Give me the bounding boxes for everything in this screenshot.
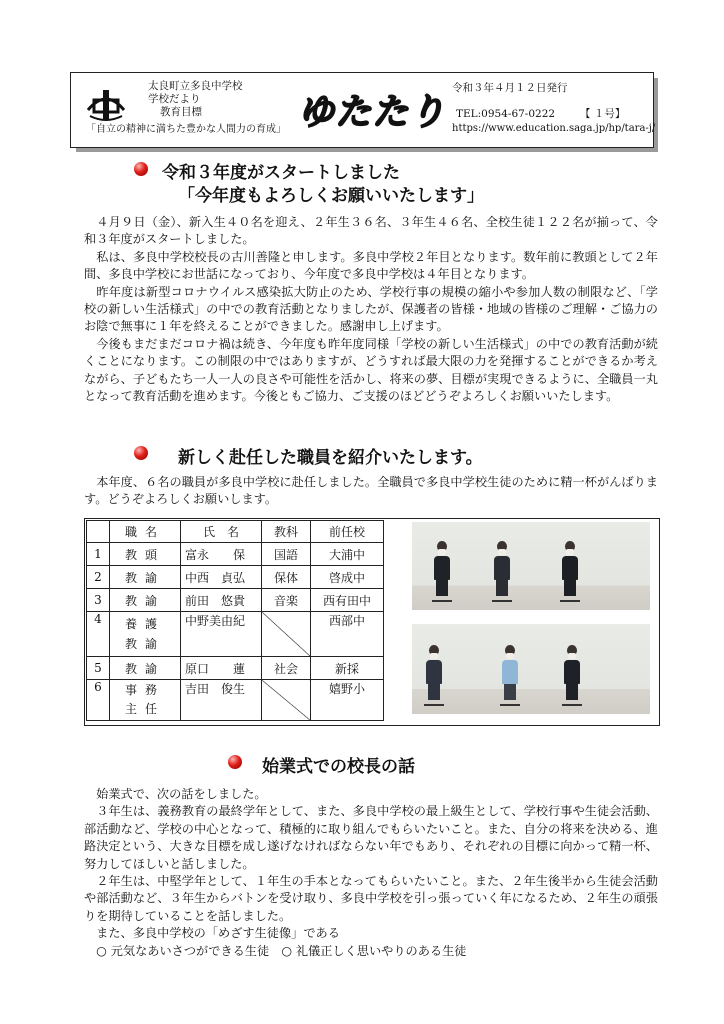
paragraph: 今後もまだまだコロナ禍は続き、今年度も昨年度同様「学校の新しい生活様式」の中での教育活動が続くことになります。この制限の中ではありますが、どうすれば最大限の力を発揮することができるか考えながら、子どもたち一人一人の良さや可能性を活かし、将来の夢、目標が実現できるように、全職員一丸となって教育活動を進めます。今後ともご協力、ご支援のほどどうぞよろしくお願いいたします。 — [84, 336, 658, 404]
school-emblem-icon — [84, 84, 128, 124]
row-number: 1 — [87, 543, 110, 566]
row-number: 3 — [87, 589, 110, 612]
person-figure — [562, 541, 578, 596]
staff-subject: 国語 — [262, 543, 311, 566]
section3-body — [84, 786, 658, 960]
staff-subject: 保体 — [262, 566, 311, 589]
table-header-row — [87, 521, 384, 543]
row-number: 4 — [87, 612, 110, 657]
section2-body — [84, 474, 658, 509]
paragraph: 私は、多良中学校校長の古川善隆と申します。多良中学校２年目となります。数年前に教頭として２年間、多良中学校にお世話になっており、今年度で多良中学校は４年目となります。 — [84, 249, 658, 282]
row-number: 5 — [87, 657, 110, 680]
red-ball-bullet-icon — [134, 446, 148, 460]
previous-school: 嬉野小 — [311, 680, 384, 721]
issue-number: 【 １号】 — [580, 108, 626, 120]
section1-title-line2: 「今年度もよろしくお願いいたします」 — [178, 186, 484, 206]
table-row — [87, 612, 384, 657]
staff-role: 教諭 — [110, 566, 181, 589]
education-motto: 「自立の精神に満ちた豊かな人間力の育成」 — [86, 124, 286, 135]
previous-school: 啓成中 — [311, 566, 384, 589]
paragraph: また、多良中学校の「めざす生徒像」である — [84, 926, 340, 941]
staff-name: 前田 悠貴 — [181, 589, 262, 612]
paragraph: ３年生は、義務教育の最終学年として、また、多良中学校の最上級生として、学校行事や生徒会活動、部活動など、学校の中心となって、積極的に取り組んでもらいたいこと。また、自分の将来を決める、進路決定という、大きな目標を成し遂げなければならない年でもあり、それぞれの目標に向かって精一杯、努力してほしいと話しました。 — [84, 804, 658, 871]
staff-photo-top — [412, 522, 650, 610]
staff-name: 富永 保 — [181, 543, 262, 566]
person-figure — [494, 541, 510, 596]
table-row — [87, 543, 384, 566]
paragraph: ４月９日（金）、新入生４０名を迎え、２年生３６名、３年生４６名、全校生徒１２２名が揃って、令和３年度がスタートしました。 — [84, 215, 658, 247]
staff-name: 中西 貞弘 — [181, 566, 262, 589]
table-row — [87, 566, 384, 589]
table-row — [87, 657, 384, 680]
section1-body — [84, 214, 658, 405]
section2-title: 新しく赴任した職員を紹介いたします。 — [178, 448, 483, 468]
newsletter-title: ゆたたり — [298, 92, 447, 133]
goal-label: 教育目標 — [160, 106, 202, 118]
staff-subject: 音楽 — [262, 589, 311, 612]
person-figure — [564, 645, 580, 700]
column-header: 職名 — [110, 521, 181, 543]
person-figure — [426, 645, 442, 700]
column-header: 前任校 — [311, 521, 384, 543]
staff-role: 事務 主任 — [110, 680, 181, 721]
column-header: 教科 — [262, 521, 311, 543]
red-ball-bullet-icon — [228, 755, 242, 769]
row-number: 6 — [87, 680, 110, 721]
section1-title-line1: 令和３年度がスタートしました — [162, 163, 400, 183]
column-header: 氏 名 — [181, 521, 262, 543]
section3-title: 始業式での校長の話 — [262, 757, 415, 777]
previous-school: 新採 — [311, 657, 384, 680]
person-figure — [434, 541, 450, 596]
staff-name: 吉田 俊生 — [181, 680, 262, 721]
paragraph: ２年生は、中堅学年として、１年生の手本となってもらいたいこと。また、２年生後半から生徒会活動や部活動など、３年生からバトンを受け取り、多良中学校を引っ張っていく年になるため、２年生の頑張りを期待していることを話しました。 — [84, 874, 658, 923]
staff-subject-empty — [262, 680, 311, 721]
previous-school: 大浦中 — [311, 543, 384, 566]
student-goals: ○ 元気なあいさつができる生徒 ○ 礼儀正しく思いやりのある生徒 — [84, 943, 467, 958]
staff-photo-bottom — [412, 624, 650, 714]
school-url[interactable]: https://www.education.saga.jp/hp/tara-j/ — [452, 123, 656, 134]
staff-name: 中野美由紀 — [181, 612, 262, 657]
staff-role: 教頭 — [110, 543, 181, 566]
table-row — [87, 589, 384, 612]
newsletter-type: 学校だより — [148, 93, 201, 105]
staff-name: 原口 蓮 — [181, 657, 262, 680]
staff-table — [86, 520, 384, 721]
column-header — [87, 521, 110, 543]
paragraph: 昨年度は新型コロナウイルス感染拡大防止のため、学校行事の規模の縮小や参加人数の制限など、「学校の新しい生活様式」の中での教育活動となりましたが、保護者の皆様・地域の皆様のご理解・ご協力のお陰で無事に１年を終えることができました。感謝申し上げます。 — [84, 284, 658, 334]
row-number: 2 — [87, 566, 110, 589]
paragraph: 本年度、６名の職員が多良中学校に赴任しました。全職員で多良中学校生徒のために精一杯がんばります。どうぞよろしくお願いします。 — [84, 475, 658, 507]
staff-subject-empty — [262, 612, 311, 657]
issue-date: 令和３年４月１２日発行 — [452, 82, 568, 94]
staff-role: 養護 教諭 — [110, 612, 181, 657]
paragraph: 始業式で、次の話をしました。 — [84, 787, 267, 801]
school-name: 太良町立多良中学校 — [148, 80, 243, 92]
staff-subject: 社会 — [262, 657, 311, 680]
table-row — [87, 680, 384, 721]
telephone: TEL:0954-67-0222 — [456, 108, 556, 120]
staff-role: 教諭 — [110, 589, 181, 612]
staff-role: 教諭 — [110, 657, 181, 680]
previous-school: 西有田中 — [311, 589, 384, 612]
person-figure — [502, 645, 518, 700]
red-ball-bullet-icon — [134, 162, 148, 176]
previous-school: 西部中 — [311, 612, 384, 657]
